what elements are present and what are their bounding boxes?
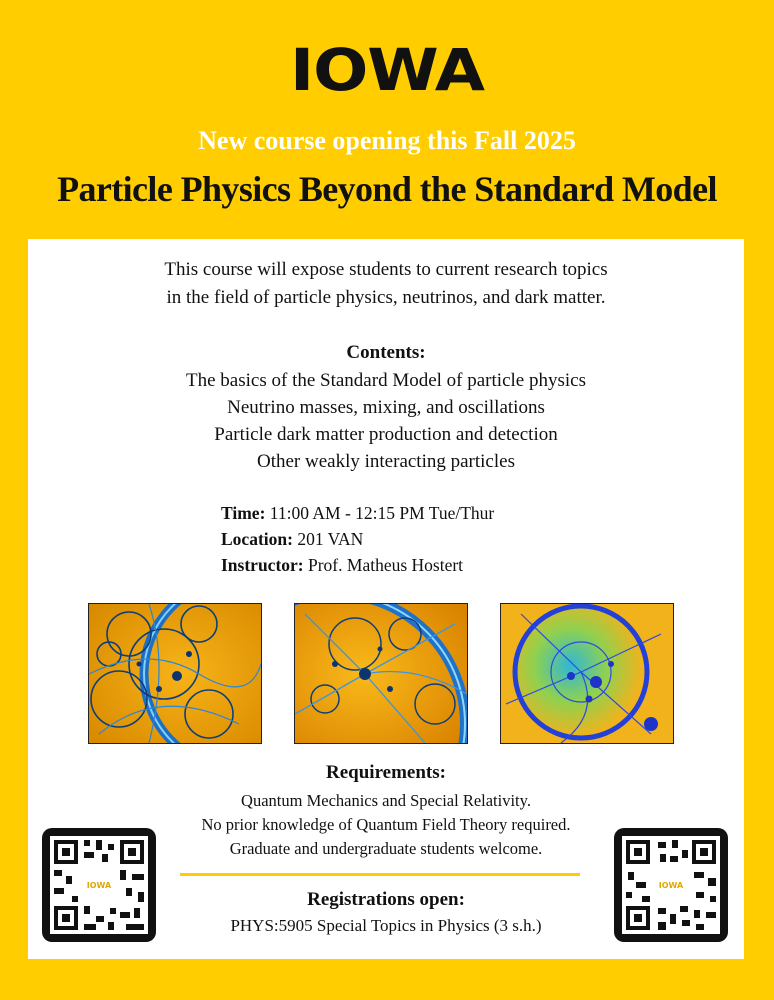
requirements-heading: Requirements: <box>326 762 446 783</box>
particle-track-image-3 <box>500 603 674 744</box>
location-value: 201 VAN <box>297 529 364 549</box>
location-row <box>221 526 494 552</box>
description-line: in the field of particle physics, neutrinos, and dark matter. <box>166 287 606 308</box>
contents-item: Neutrino masses, mixing, and oscillations <box>227 397 545 418</box>
course-details <box>221 500 494 578</box>
qr-code-right[interactable] <box>614 828 728 942</box>
divider <box>180 873 580 876</box>
course-announcement: New course opening this Fall 2025 <box>198 126 576 155</box>
time-row <box>221 500 494 526</box>
contents-list <box>28 367 744 475</box>
requirement-item: Quantum Mechanics and Special Relativity. <box>241 791 531 810</box>
course-description <box>28 256 744 312</box>
qr-logo-text: IOWA <box>86 881 112 890</box>
particle-track-image-2 <box>294 603 468 744</box>
qr-logo-text: IOWA <box>658 881 684 890</box>
contents-item: The basics of the Standard Model of particle physics <box>186 370 586 391</box>
particle-track-image-1 <box>88 603 262 744</box>
instructor-label: Instructor: <box>221 555 304 575</box>
time-label: Time: <box>221 503 266 523</box>
time-value: 11:00 AM - 12:15 PM Tue/Thur <box>269 503 495 523</box>
requirement-item: No prior knowledge of Quantum Field Theory required. <box>201 815 571 834</box>
location-label: Location: <box>221 529 293 549</box>
contents-item: Particle dark matter production and detection <box>214 424 558 445</box>
instructor-row <box>221 552 494 578</box>
registration-heading: Registrations open: <box>307 889 465 910</box>
page-title: Particle Physics Beyond the Standard Model <box>57 169 717 209</box>
requirement-item: Graduate and undergraduate students welcome. <box>229 839 543 858</box>
registration-course: PHYS:5905 Special Topics in Physics (3 s.h.) <box>230 916 542 935</box>
contents-item: Other weakly interacting particles <box>257 451 515 472</box>
description-line: This course will expose students to current research topics <box>164 259 608 280</box>
iowa-logo: IOWA <box>290 36 484 104</box>
contents-heading: Contents: <box>346 342 426 363</box>
instructor-value: Prof. Matheus Hostert <box>308 555 464 575</box>
qr-code-left[interactable] <box>42 828 156 942</box>
